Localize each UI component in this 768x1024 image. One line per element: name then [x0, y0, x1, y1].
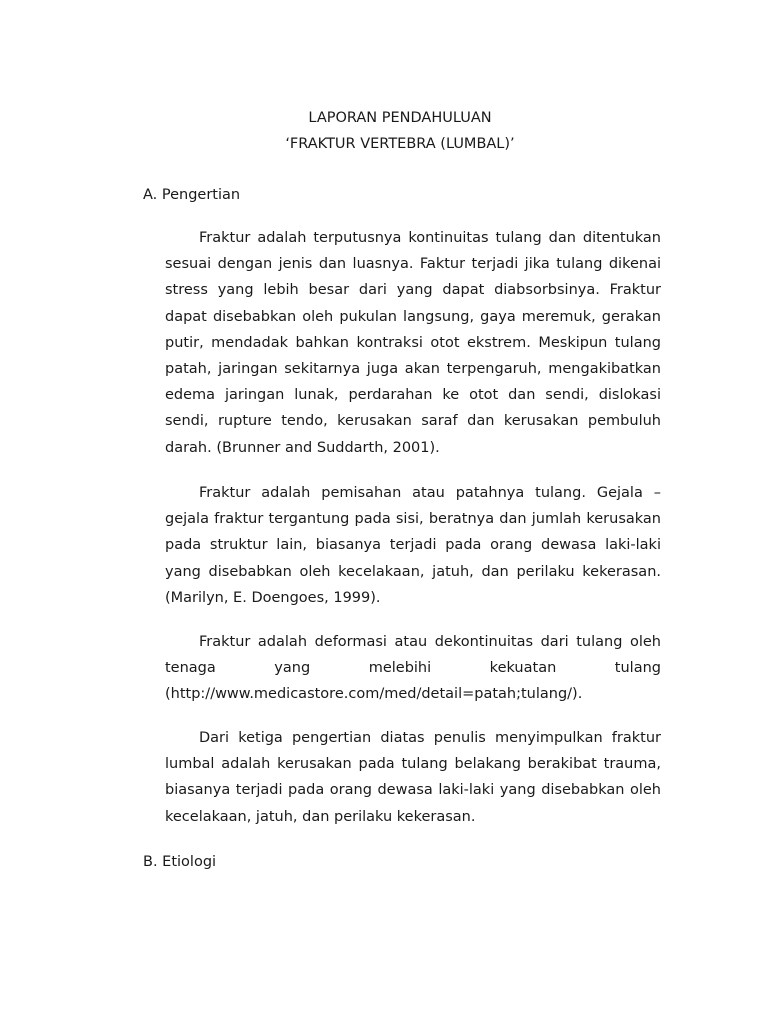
- section-a-paragraph-2: [165, 480, 661, 611]
- section-a-paragraph-4: [165, 725, 661, 830]
- section-a-paragraph-1: [165, 225, 661, 461]
- paragraph-text: Dari ketiga pengertian diatas penulis menyimpulkan fraktur lumbal adalah kerusakan pada tulang belakang berakibat trauma, biasanya terjadi pada orang dewasa laki-laki yang disebabkan oleh kecelakaan, jatuh, dan perilaku kekerasan.: [165, 730, 661, 825]
- paragraph-text: Fraktur adalah deformasi atau dekontinuitas dari tulang oleh tenaga yang melebihi kekuatan tulang (http://www.medicastore.com/med/detail=patah;tulang/).: [165, 634, 661, 703]
- title-line-2: ‘FRAKTUR VERTEBRA (LUMBAL)’: [285, 136, 515, 152]
- section-a-heading: A. Pengertian: [143, 187, 241, 203]
- paragraph-text: Fraktur adalah pemisahan atau patahnya tulang. Gejala – gejala fraktur tergantung pada sisi, beratnya dan jumlah kerusakan pada struktur lain, biasanya terjadi pada orang dewasa laki-laki yang disebabkan oleh kecelakaan, jatuh, dan perilaku kekerasan. (Marilyn, E. Doengoes, 1999).: [165, 485, 661, 606]
- document-title: [0, 105, 768, 157]
- section-b-heading: B. Etiologi: [143, 854, 217, 870]
- paragraph-text: Fraktur adalah terputusnya kontinuitas tulang dan ditentukan sesuai dengan jenis dan luasnya. Faktur terjadi jika tulang dikenai stress yang lebih besar dari yang dapat diabsorbsinya. Fraktur dapat disebabkan oleh pukulan langsung, gaya meremuk, gerakan putir, mendadak bahkan kontraksi otot ekstrem. Meskipun tulang patah, jaringan sekitarnya juga akan terpengaruh, mengakibatkan edema jaringan lunak, perdarahan ke otot dan sendi, dislokasi sendi, rupture tendo, kerusakan saraf dan kerusakan pembuluh darah. (Brunner and Suddarth, 2001).: [165, 230, 661, 456]
- title-line-1: LAPORAN PENDAHULUAN: [308, 110, 492, 126]
- section-a-paragraph-3: [165, 629, 661, 708]
